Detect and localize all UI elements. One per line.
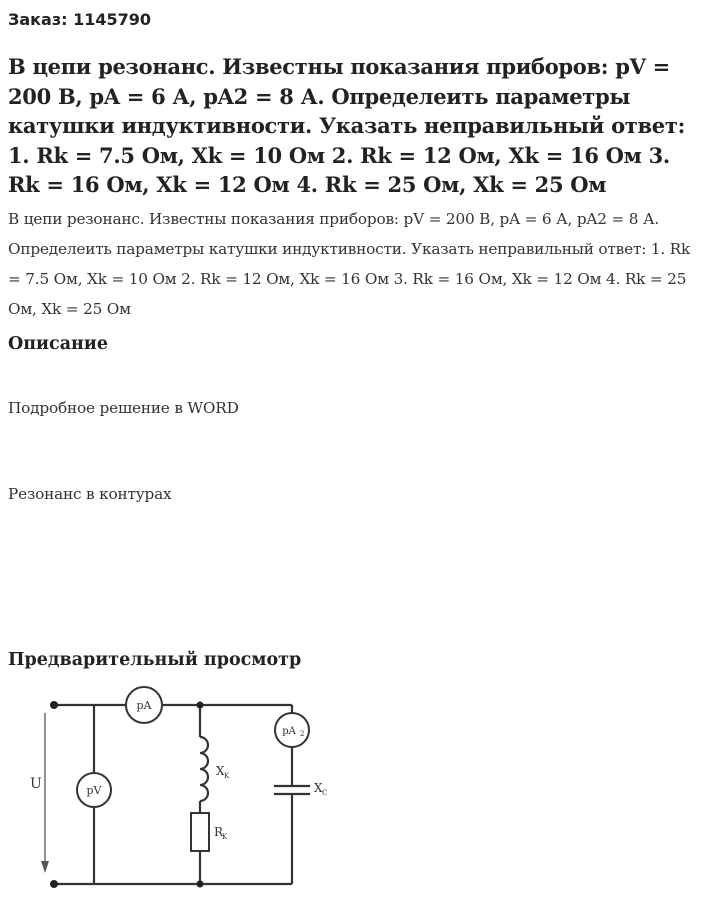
voltage-arrow <box>30 713 49 873</box>
rk-subscript: K <box>222 833 228 841</box>
ammeter2-label: pA <box>282 726 296 737</box>
circuit-preview <box>8 683 340 901</box>
problem-text: В цепи резонанс. Известны показания приборов: pV = 200 В, pA = 6 А, pA2 = 8 А. Определеить параметры катушки индуктивности. Указать неправильный ответ: 1. Rk = 7.5 Ом, Xk = 10 Ом 2. Rk = 12 Ом, Xk = 16 Ом 3. Rk = 16 Ом, Xk = 12 Ом 4. Rk = 25 Ом, Xk = 25 Ом <box>8 210 691 318</box>
xk-subscript: K <box>224 772 230 780</box>
voltmeter-pv <box>77 773 111 807</box>
description-paragraph-topic: Резонанс в контурах <box>8 485 172 503</box>
ammeter2-subscript: 2 <box>300 730 305 738</box>
xc-label: X <box>314 781 323 795</box>
voltage-label: U <box>30 776 42 792</box>
ammeter-pa2 <box>275 713 309 747</box>
problem-title: В цепи резонанс. Известны показания приборов: pV = 200 В, pA = 6 А, pA2 = 8 А. Определеить параметры катушки индуктивности. Указать неправильный ответ: 1. Rk = 7.5 Ом, Xk = 10 Ом 2. Rk = 12 Ом, Xk = 16 Ом 3. Rk = 16 Ом, Xk = 12 Ом 4. Rk = 25 Ом, Xk = 25 Ом <box>8 54 686 197</box>
xk-label: X <box>216 764 225 778</box>
rk-label: R <box>214 825 224 839</box>
order-number: Заказ: 1145790 <box>8 10 152 29</box>
circuit-nodes <box>50 701 204 888</box>
preview-heading: Предварительный просмотр <box>8 650 302 670</box>
description-paragraph-solution: Подробное решение в WORD <box>8 399 239 417</box>
voltmeter-label: pV <box>86 784 102 797</box>
description-heading: Описание <box>8 334 108 354</box>
inductor-xk-label <box>216 764 230 780</box>
xc-subscript: C <box>322 789 328 797</box>
circuit-diagram <box>8 683 340 901</box>
ammeter-label: pA <box>136 699 152 712</box>
resistor-rk <box>191 813 228 851</box>
capacitor-xc-label <box>314 781 327 797</box>
ammeter-pa <box>126 687 162 723</box>
